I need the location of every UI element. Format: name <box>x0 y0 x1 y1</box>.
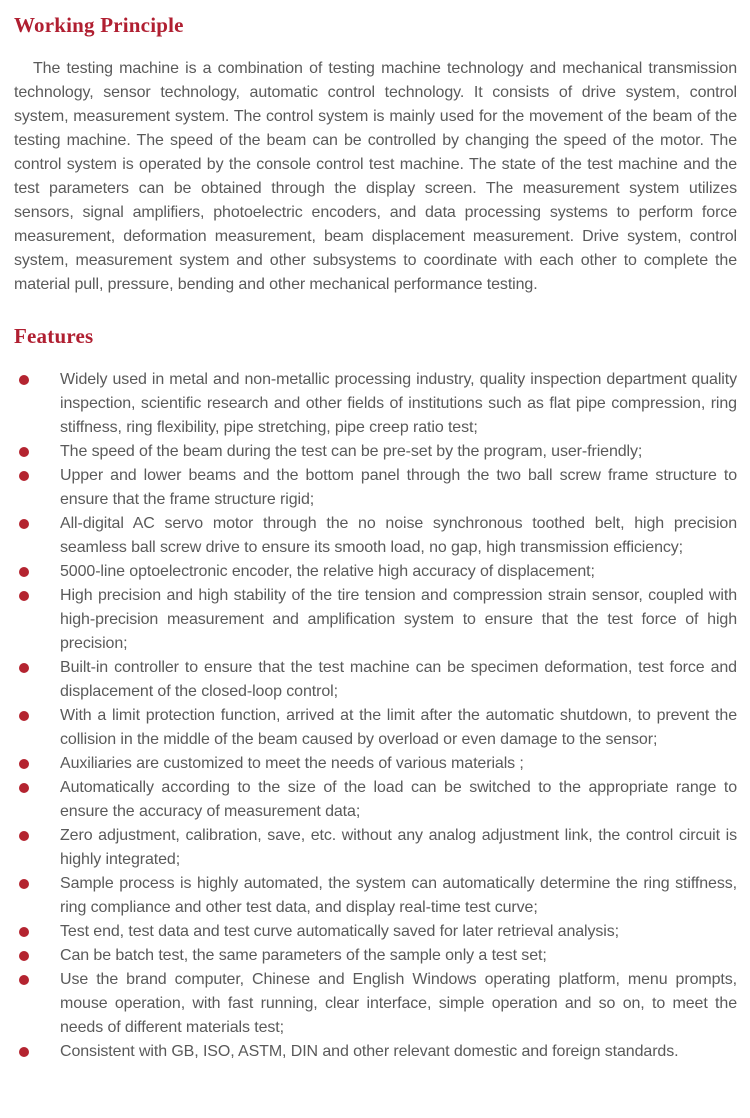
feature-list-item <box>14 584 737 656</box>
feature-list-item <box>14 872 737 920</box>
feature-item-text: Can be batch test, the same parameters of the sample only a test set; <box>60 947 547 964</box>
features-heading: Features <box>14 324 94 348</box>
feature-item-text: Auxiliaries are customized to meet the needs of various materials ; <box>60 755 524 772</box>
feature-list-item <box>14 776 737 824</box>
feature-list-item <box>14 824 737 872</box>
bullet-icon <box>19 375 29 385</box>
feature-item-text: Consistent with GB, ISO, ASTM, DIN and other relevant domestic and foreign standards. <box>60 1043 679 1060</box>
feature-list-item <box>14 656 737 704</box>
bullet-icon <box>19 975 29 985</box>
feature-item-text: Automatically according to the size of the load can be switched to the appropriate range to ensure the accuracy of measurement data; <box>60 779 737 820</box>
feature-item-text: With a limit protection function, arrived at the limit after the automatic shutdown, to prevent the collision in the middle of the beam caused by overload or even damage to the sensor; <box>60 707 737 748</box>
bullet-icon <box>19 567 29 577</box>
bullet-icon <box>19 663 29 673</box>
bullet-icon <box>19 591 29 601</box>
feature-list-item <box>14 944 737 968</box>
bullet-icon <box>19 447 29 457</box>
feature-item-text: 5000-line optoelectronic encoder, the relative high accuracy of displacement; <box>60 563 595 580</box>
bullet-icon <box>19 519 29 529</box>
bullet-icon <box>19 1047 29 1057</box>
feature-list-item <box>14 1040 737 1064</box>
working-principle-paragraph: The testing machine is a combination of testing machine technology and mechanical transmission technology, sensor technology, automatic control technology. It consists of drive system, control system, measurement system. The control system is mainly used for the movement of the beam of the testing machine. The speed of the beam can be controlled by changing the speed of the motor. The control system is operated by the console control test machine. The state of the test machine and the test parameters can be obtained through the display screen. The measurement system utilizes sensors, signal amplifiers, photoelectric encoders, and data processing systems to perform force measurement, deformation measurement, beam displacement measurement. Drive system, control system, measurement system and other subsystems to coordinate with each other to complete the material pull, pressure, bending and other mechanical performance testing. <box>14 60 737 293</box>
feature-item-text: High precision and high stability of the tire tension and compression strain sensor, coupled with high-precision measurement and amplification system to ensure that the test force of high precision; <box>60 587 737 652</box>
bullet-icon <box>19 783 29 793</box>
feature-item-text: The speed of the beam during the test can be pre-set by the program, user-friendly; <box>60 443 643 460</box>
feature-list-item <box>14 464 737 512</box>
feature-list-item <box>14 512 737 560</box>
features-list <box>14 368 737 1064</box>
feature-list-item <box>14 752 737 776</box>
feature-list-item <box>14 560 737 584</box>
feature-item-text: Sample process is highly automated, the system can automatically determine the ring stiffness, ring compliance and other test data, and display real-time test curve; <box>60 875 737 916</box>
feature-list-item <box>14 368 737 440</box>
bullet-icon <box>19 471 29 481</box>
feature-item-text: Zero adjustment, calibration, save, etc. without any analog adjustment link, the control circuit is highly integrated; <box>60 827 737 868</box>
bullet-icon <box>19 759 29 769</box>
feature-list-item <box>14 968 737 1040</box>
feature-item-text: Widely used in metal and non-metallic processing industry, quality inspection department quality inspection, scientific research and other fields of institutions such as flat pipe compression, ring stiffness, ring flexibility, pipe stretching, pipe creep ratio test; <box>60 371 737 436</box>
bullet-icon <box>19 711 29 721</box>
feature-item-text: Use the brand computer, Chinese and English Windows operating platform, menu prompts, mouse operation, with fast running, clear interface, simple operation and so on, to meet the needs of different materials test; <box>60 971 737 1036</box>
feature-item-text: Test end, test data and test curve automatically saved for later retrieval analysis; <box>60 923 619 940</box>
working-principle-heading: Working Principle <box>14 13 184 37</box>
feature-list-item <box>14 440 737 464</box>
feature-item-text: All-digital AC servo motor through the no noise synchronous toothed belt, high precision seamless ball screw drive to ensure its smooth load, no gap, high transmission efficiency; <box>60 515 737 556</box>
feature-list-item <box>14 704 737 752</box>
bullet-icon <box>19 831 29 841</box>
feature-list-item <box>14 920 737 944</box>
feature-item-text: Built-in controller to ensure that the test machine can be specimen deformation, test force and displacement of the closed-loop control; <box>60 659 737 700</box>
feature-item-text: Upper and lower beams and the bottom panel through the two ball screw frame structure to ensure that the frame structure rigid; <box>60 467 737 508</box>
bullet-icon <box>19 927 29 937</box>
bullet-icon <box>19 951 29 961</box>
bullet-icon <box>19 879 29 889</box>
